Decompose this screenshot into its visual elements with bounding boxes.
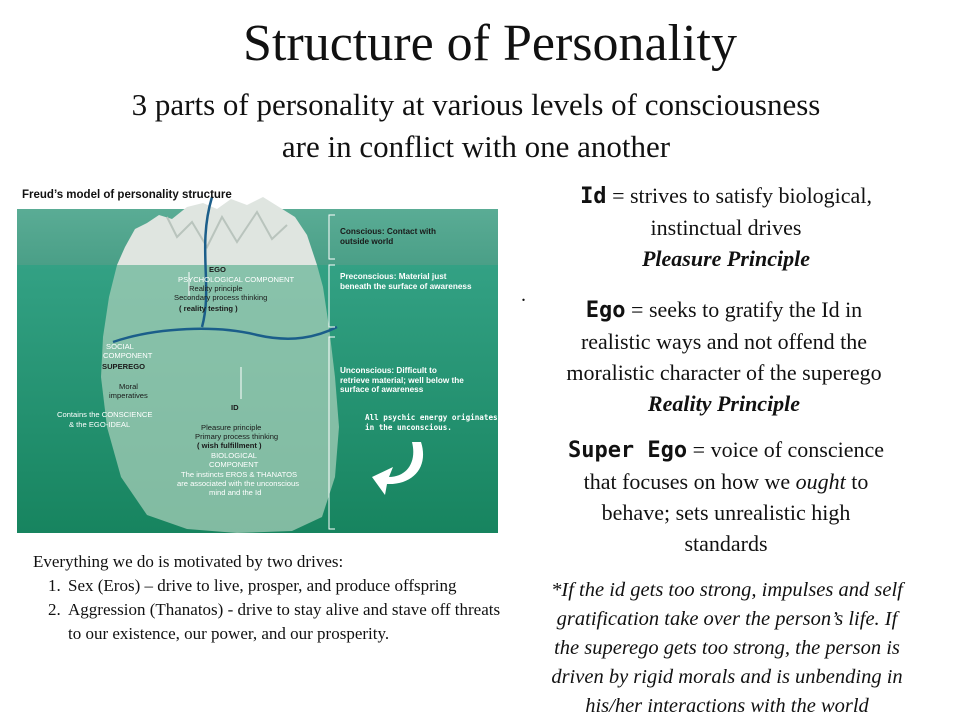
ego-reality-label: Reality principle (189, 284, 243, 293)
id-text-1: = strives to satisfy biological, (606, 183, 872, 208)
iceberg-tip (117, 197, 317, 265)
superego-text-3: behave; sets unrealistic high (601, 500, 851, 525)
id-primary-label: Primary process thinking (195, 432, 279, 441)
ego-text-3: moralistic character of the superego (566, 360, 882, 385)
ego-text-2: realistic ways and not offend the (580, 329, 868, 354)
stray-dot: . (521, 284, 526, 306)
superego-text-ought: ought (795, 469, 846, 494)
page-subtitle (0, 84, 952, 168)
instincts-label-2: are associated with the unconscious (177, 479, 299, 488)
reality-principle: Reality Principle (647, 391, 801, 416)
ego-definition (524, 294, 924, 419)
superego-text-2a: that focuses on how we (583, 469, 796, 494)
superego-text-4: standards (684, 531, 768, 556)
id-pleasure-label: Pleasure principle (201, 423, 262, 432)
biological-component-label: COMPONENT (209, 460, 259, 469)
social-label: SOCIAL (106, 342, 134, 351)
instincts-label-3: mind and the Id (209, 488, 262, 497)
note-line-1: *If the id gets too strong, impulses and self (551, 579, 903, 601)
note-line-3: the superego gets too strong, the person is (554, 637, 900, 659)
ego-component-label: PSYCHOLOGICAL COMPONENT (178, 275, 295, 284)
imbalance-note (509, 576, 945, 721)
social-component-label: COMPONENT (103, 351, 153, 360)
id-text-2: instinctual drives (650, 215, 802, 240)
superego-label: SUPEREGO (102, 362, 146, 371)
moral-label: Moral (119, 382, 138, 391)
figure-title: Freud’s model of personality structure (22, 189, 232, 201)
superego-text-2c: to (845, 469, 869, 494)
iceberg-figure (17, 177, 498, 533)
id-label: ID (231, 403, 239, 412)
superego-text-1: = voice of conscience (687, 437, 885, 462)
contains-label-1: Contains the CONSCIENCE (57, 410, 153, 419)
ego-label: EGO (209, 265, 226, 274)
subtitle-line-1: 3 parts of personality at various levels of consciousness (131, 87, 821, 122)
superego-definition (526, 434, 926, 559)
preconscious-label: Preconscious: Material just beneath the surface of awareness (340, 272, 472, 291)
superego-term: Super Ego (567, 438, 688, 463)
ego-secondary-label: Secondary process thinking (174, 293, 268, 302)
drive-thanatos: 2. Aggression (Thanatos) - drive to stay alive and stave off threats to our existence, our power, and our prosperity. (65, 598, 501, 646)
note-line-4: driven by rigid morals and is unbending in (551, 666, 903, 688)
note-line-5: his/her interactions with the world (585, 695, 869, 717)
drive-eros: 1. Sex (Eros) – drive to live, prosper, and produce offspring (65, 574, 501, 598)
ego-term: Ego (585, 298, 626, 323)
conscious-label: Conscious: Contact with outside world (340, 227, 436, 246)
pleasure-principle: Pleasure Principle (641, 246, 811, 271)
contains-label-2: & the EGO-IDEAL (69, 420, 131, 429)
page-title: Structure of Personality (243, 15, 737, 72)
ego-testing-label: ( reality testing ) (179, 304, 238, 313)
psychic-energy-label: All psychic energy originates in the unconscious. (365, 413, 498, 432)
ego-text-1: = seeks to gratify the Id in (625, 297, 863, 322)
unconscious-label: Unconscious: Difficult to retrieve material; well below the surface of awareness (340, 366, 464, 394)
id-term: Id (580, 184, 607, 209)
biological-label: BIOLOGICAL (211, 451, 258, 460)
drives-section (33, 550, 501, 646)
id-wish-label: ( wish fulfillment ) (197, 441, 262, 450)
subtitle-line-2: are in conflict with one another (281, 129, 671, 164)
note-line-2: gratification take over the person’s life. If (556, 608, 898, 630)
instincts-label-1: The instincts EROS & THANATOS (181, 470, 298, 479)
imperatives-label: imperatives (109, 391, 148, 400)
drives-list (33, 574, 501, 646)
drives-intro: Everything we do is motivated by two drives: (33, 552, 344, 571)
id-definition (526, 180, 926, 274)
